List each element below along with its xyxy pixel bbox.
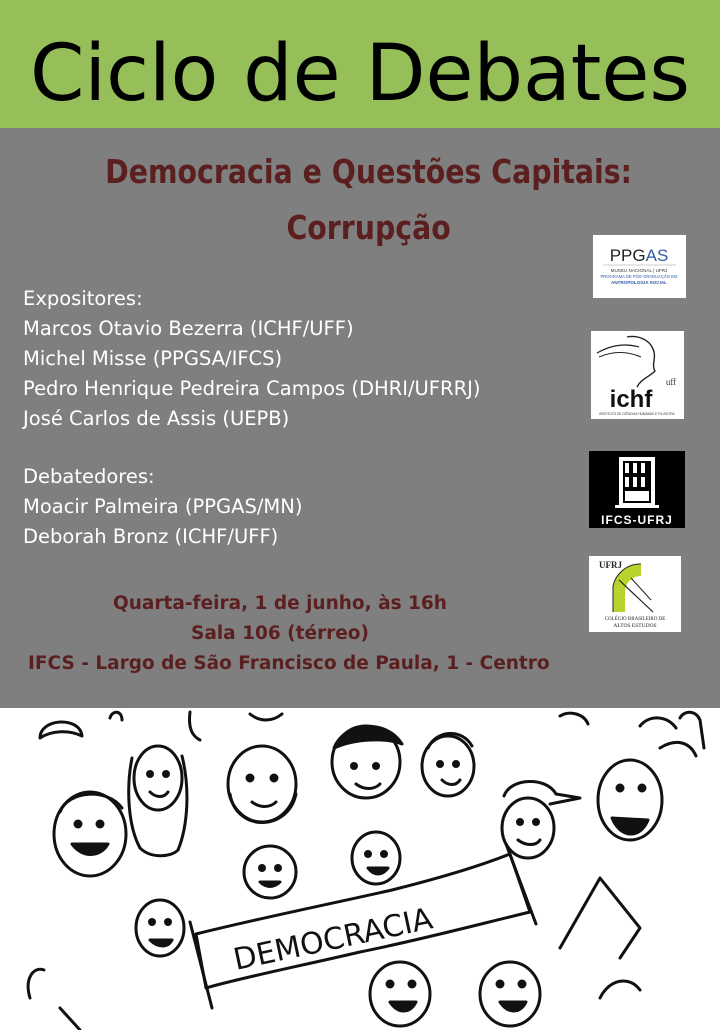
event-date: Quarta-feira, 1 de junho, às 16h bbox=[113, 593, 447, 614]
debatedores-label: Debatedores: bbox=[23, 465, 155, 488]
ppgas-line-1: MUSEU NACIONAL | UFRJ bbox=[610, 268, 668, 273]
page-title: Ciclo de Debates bbox=[29, 29, 691, 119]
cbae-line-2: ALTOS ESTUDOS bbox=[613, 623, 657, 629]
subtitle-line-1: Democracia e Questões Capitais: bbox=[105, 152, 633, 191]
banner-text: DEMOCRACIA bbox=[230, 901, 436, 978]
ichf-name: ichf bbox=[609, 386, 653, 413]
cbae-top-text: UFRJ bbox=[599, 560, 622, 570]
debatedor-item: Moacir Palmeira (PPGAS/MN) bbox=[23, 495, 303, 518]
ppgas-name-a: PPG bbox=[609, 246, 646, 265]
event-room: Sala 106 (térreo) bbox=[191, 623, 369, 644]
ifcs-logo bbox=[589, 451, 685, 528]
expositor-item: Michel Misse (PPGSA/IFCS) bbox=[23, 347, 283, 370]
expositor-item: José Carlos de Assis (UEPB) bbox=[23, 407, 290, 430]
expositores-label: Expositores: bbox=[23, 287, 143, 310]
ichf-caption: INSTITUTO DE CIÊNCIAS HUMANAS E FILOSOFIA bbox=[599, 412, 675, 416]
debatedor-item: Deborah Bronz (ICHF/UFF) bbox=[23, 525, 279, 548]
event-address: IFCS - Largo de São Francisco de Paula, 1 - Centro bbox=[28, 653, 550, 674]
ppgas-name-b: AS bbox=[645, 246, 669, 265]
expositor-item: Pedro Henrique Pedreira Campos (DHRI/UFRRJ) bbox=[23, 377, 481, 400]
ppgas-logo bbox=[593, 235, 686, 298]
expositor-item: Marcos Otavio Bezerra (ICHF/UFF) bbox=[23, 317, 354, 340]
header-banner bbox=[0, 0, 720, 128]
cbae-logo bbox=[589, 556, 681, 632]
debatedores-list bbox=[23, 462, 302, 552]
ppgas-line-3: ANTROPOLOGIA SOCIAL bbox=[611, 280, 667, 285]
crowd-illustration bbox=[0, 708, 720, 1030]
cbae-line-1: COLÉGIO BRASILEIRO DE bbox=[604, 617, 666, 622]
ichf-small-text: uff bbox=[665, 377, 677, 387]
ifcs-name: IFCS-UFRJ bbox=[601, 513, 673, 527]
ppgas-line-2: PROGRAMA DE PÓS-GRADUAÇÃO EM bbox=[600, 274, 678, 279]
expositores-list bbox=[23, 284, 480, 434]
svg-text:PPGAS bbox=[610, 246, 669, 265]
ichf-logo bbox=[591, 331, 684, 419]
subtitle-line-2: Corrupção bbox=[286, 208, 451, 247]
